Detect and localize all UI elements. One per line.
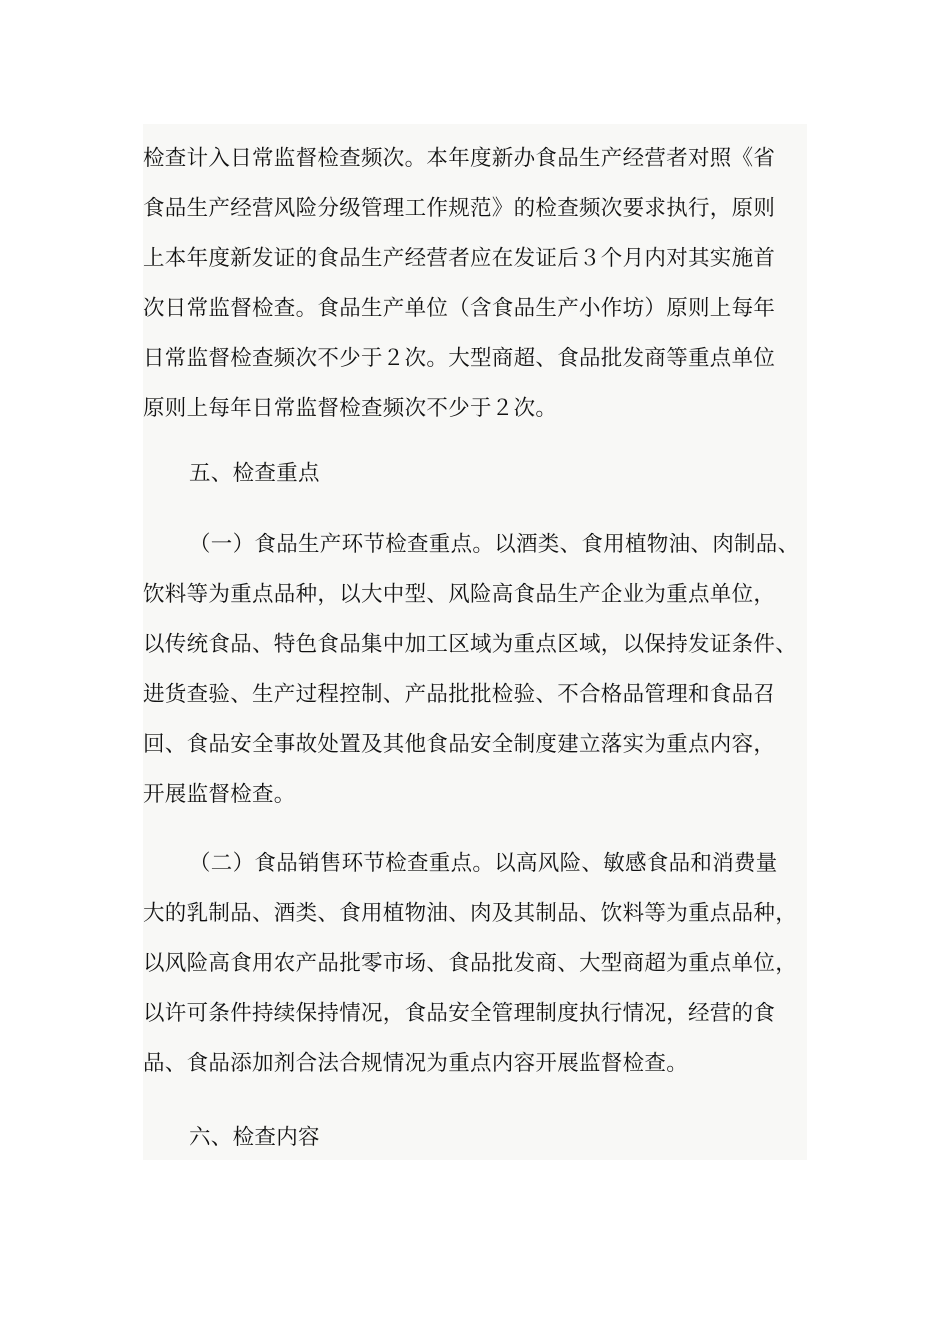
text-line: （二）食品销售环节检查重点。以高风险、敏感食品和消费量 <box>189 851 778 876</box>
text-line: 检查计入日常监督检查频次。本年度新办食品生产经营者对照《省 <box>143 146 776 171</box>
text-line: 原则上每年日常监督检查频次不少于２次。 <box>143 396 558 421</box>
section-heading-six: 六、检查内容 <box>189 1125 320 1150</box>
section-heading-five: 五、检查重点 <box>189 461 320 486</box>
text-line: 上本年度新发证的食品生产经营者应在发证后３个月内对其实施首 <box>143 246 776 271</box>
text-line: （一）食品生产环节检查重点。以酒类、食用植物油、肉制品、 <box>189 532 800 557</box>
text-line: 食品生产经营风险分级管理工作规范》的检查频次要求执行，原则 <box>143 196 776 221</box>
document-body <box>143 124 807 1160</box>
text-line: 品、食品添加剂合法合规情况为重点内容开展监督检查。 <box>143 1051 689 1076</box>
text-line: 回、食品安全事故处置及其他食品安全制度建立落实为重点内容， <box>143 732 776 757</box>
text-line: 进货查验、生产过程控制、产品批批检验、不合格品管理和食品召 <box>143 682 776 707</box>
text-line: 以许可条件持续保持情况，食品安全管理制度执行情况，经营的食 <box>143 1001 776 1026</box>
text-line: 日常监督检查频次不少于２次。大型商超、食品批发商等重点单位 <box>143 346 776 371</box>
text-line: 大的乳制品、酒类、食用植物油、肉及其制品、饮料等为重点品种， <box>143 901 798 926</box>
text-line: 以风险高食用农产品批零市场、食品批发商、大型商超为重点单位， <box>143 951 798 976</box>
text-line: 开展监督检查。 <box>143 782 296 807</box>
text-line: 次日常监督检查。食品生产单位（含食品生产小作坊）原则上每年 <box>143 296 776 321</box>
text-line: 以传统食品、特色食品集中加工区域为重点区域，以保持发证条件、 <box>143 632 798 657</box>
text-line: 饮料等为重点品种，以大中型、风险高食品生产企业为重点单位， <box>143 582 776 607</box>
